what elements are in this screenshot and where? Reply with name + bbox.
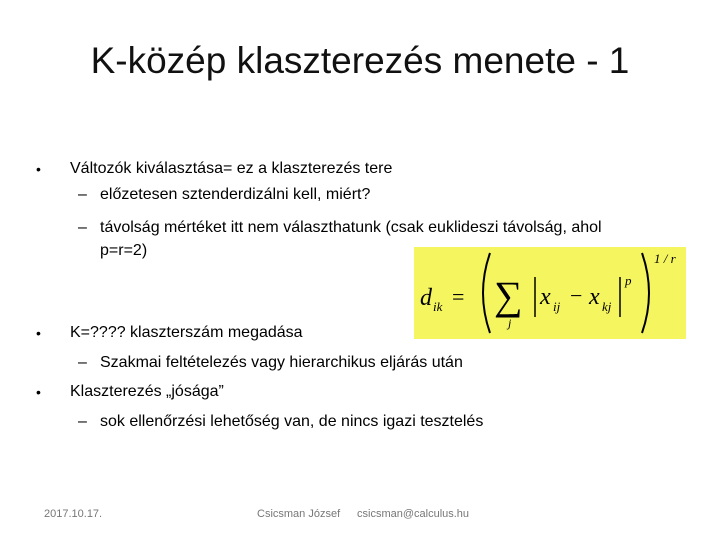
distance-formula — [414, 247, 686, 339]
slide-title: K-közép klaszterezés menete - 1 — [90, 40, 630, 81]
sub-bullet-dash: – — [78, 186, 87, 203]
x-kj: x — [589, 284, 600, 310]
outer-power: 1 / r — [654, 251, 676, 266]
bullet-text: Klaszterezés „jósága” — [70, 383, 224, 400]
formula-d: d — [420, 285, 432, 311]
bullet-dot: • — [36, 161, 41, 177]
formula-graphic — [414, 247, 686, 339]
right-paren — [642, 253, 649, 333]
left-paren — [483, 253, 490, 333]
sub-bullet-text: előzetesen sztenderdizálni kell, miért? — [100, 186, 371, 203]
sub-bullet-text: p=r=2) — [100, 242, 148, 259]
formula-equals: = — [452, 284, 465, 309]
sum-sign: ∑ — [494, 273, 523, 318]
power-p: p — [625, 273, 632, 288]
sub-bullet-text: Szakmai feltételezés vagy hierarchikus eljárás után — [100, 354, 463, 371]
x-ij: x — [540, 284, 551, 310]
footer-date: 2017.10.17. — [44, 508, 103, 520]
bullet-text: Változók kiválasztása= ez a klaszterezés tere — [70, 160, 393, 177]
formula-d-subscript: ik — [433, 299, 443, 314]
bullet-dot: • — [36, 325, 41, 341]
sum-index: j — [508, 316, 512, 330]
footer-email: csicsman@calculus.hu — [357, 508, 470, 520]
sub-bullet-dash: – — [78, 413, 87, 430]
bullet-text: K=???? klaszterszám megadása — [70, 324, 303, 341]
footer-author: Csicsman József — [257, 508, 341, 520]
sub-bullet-text: távolság mértéket itt nem választhatunk (csak euklideszi távolság, ahol — [100, 219, 602, 236]
sub-bullet-text: sok ellenőrzési lehetőség van, de nincs igazi tesztelés — [100, 413, 484, 430]
sub-bullet-dash: – — [78, 219, 87, 236]
bullet-dot: • — [36, 384, 41, 400]
sub-bullet-dash: – — [78, 354, 87, 371]
x-kj-subscript: kj — [602, 299, 612, 314]
x-ij-subscript: ij — [553, 299, 561, 314]
minus-sign: − — [570, 283, 583, 308]
